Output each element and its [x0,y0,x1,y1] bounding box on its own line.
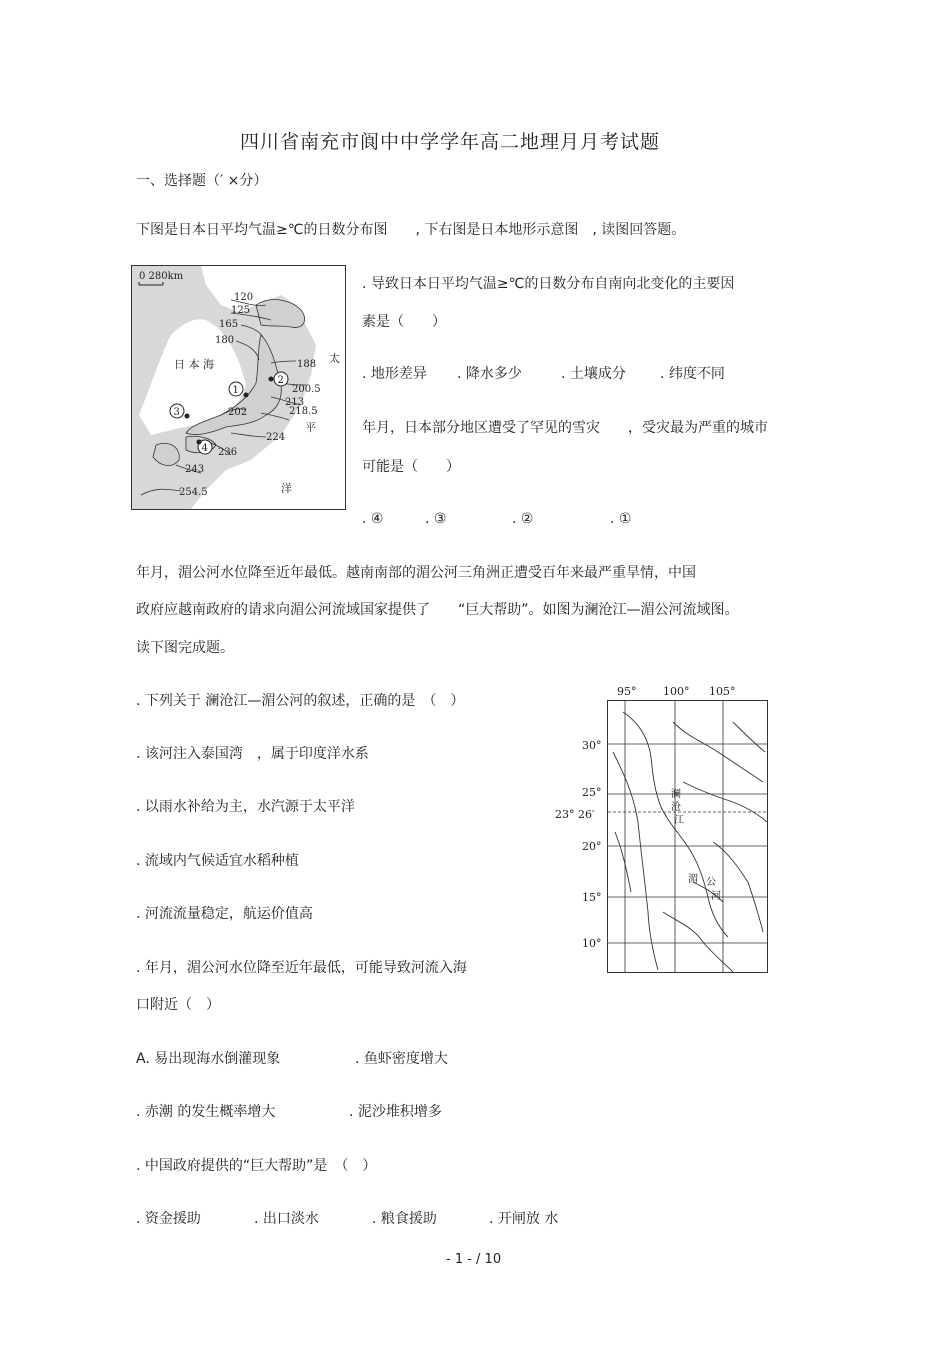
intro-mekong-line1: 年月，湄公河水位降至近年最低。越南南部的湄公河三角洲正遭受百年来最严重旱情，中国 [136,565,696,581]
q4-stem-line1: . 年月，湄公河水位降至近年最低，可能导致河流入海 [136,960,467,976]
intro-japan: 下图是日本日平均气温≥℃的日数分布图 , 下右图是日本地形示意图 , 读图回答题。 [136,222,686,238]
q1-stem-line2: 素是（ ） [362,314,446,330]
intro-mekong-line3: 读下图完成题。 [136,640,234,656]
ocean-char-2: 平 [305,421,316,434]
ocean-char-1: 太 [329,352,340,365]
q5-option-a: . 资金援助 [136,1211,201,1227]
q3-stem: . 下列关于 澜沧江—湄公河的叙述，正确的是 （ ） [136,693,465,709]
q4-option-b: . 鱼虾密度增大 [355,1051,448,1067]
marker-4: 4 [201,443,208,454]
lat-label: 25° [582,786,602,799]
q5-option-c: . 粮食援助 [372,1211,437,1227]
isoline-label: 200.5 [292,384,321,395]
scale-label: 0 280km [139,271,184,282]
q2-option-a: . ④ [362,511,384,527]
marker-2: 2 [277,375,284,386]
marker-3: 3 [173,407,180,418]
isoline-label: 180 [215,335,235,346]
isoline-label: 236 [218,447,238,458]
lat-label: 10° [582,937,602,950]
intro-mekong-line2: 政府应越南政府的请求向湄公河流域国家提供了 “巨大帮助”。如图为澜沧江—湄公河流域图。 [136,602,739,618]
q1-option-a: . 地形差异 [362,366,427,382]
isoline-label: 188 [297,359,317,370]
lat-label: 20° [582,840,602,853]
q1-option-c: . 土壤成分 [561,366,626,382]
q4-option-c: . 赤潮 的发生概率增大 [136,1104,276,1120]
river-char: 河 [711,891,721,902]
q3-option-d: . 河流流量稳定，航运价值高 [136,906,313,922]
lon-label: 100° [663,685,690,698]
sea-label: 日 本 海 [174,358,214,371]
q4-option-d: . 泥沙堆积增多 [349,1104,442,1120]
q5-stem: . 中国政府提供的“巨大帮助”是 （ ） [136,1158,377,1174]
q1-option-d: . 纬度不同 [660,366,725,382]
river-char: 沧 [671,802,681,813]
section-heading: 一、选择题（′ ×分） [136,173,268,189]
river-char: 湄 [688,874,698,885]
lat-label: 15° [582,891,602,904]
lat-label: 23° 26′ [555,808,595,821]
lat-label: 30° [582,739,602,752]
lon-label: 105° [709,685,736,698]
q3-option-c: . 流域内气候适宜水稻种植 [136,853,299,869]
ocean-char-3: 洋 [281,482,292,495]
isoline-label: 243 [185,464,205,475]
isoline-label: 125 [231,305,251,316]
q1-option-b: . 降水多少 [457,366,522,382]
page-number: - 1 - / 10 [446,1252,502,1267]
isoline-label: 213 [285,397,305,408]
river-char: 江 [674,815,684,826]
q1-stem-line1: . 导致日本日平均气温≥℃的日数分布自南向北变化的主要因 [362,276,735,292]
q5-option-b: . 出口淡水 [254,1211,319,1227]
q4-option-a: A. 易出现海水倒灌现象 [136,1051,281,1067]
isoline-label: 202 [228,407,248,418]
q3-option-a: . 该河注入泰国湾 ，属于印度洋水系 [136,746,369,762]
isoline-label: 254.5 [179,487,208,498]
marker-1: 1 [232,385,239,396]
river-char: 公 [706,877,716,888]
q2-option-c: . ② [512,511,534,527]
page-title: 四川省南充市阆中中学学年高二地理月月考试题 [240,131,661,153]
q2-option-b: . ③ [425,511,447,527]
q4-stem-line2: 口附近（ ） [136,997,220,1013]
isoline-label: 120 [234,292,254,303]
q2-stem-line1: 年月，日本部分地区遭受了罕见的雪灾 ，受灾最为严重的城市 [362,420,768,436]
q3-option-b: . 以雨水补给为主，水汽源于太平洋 [136,799,355,815]
japan-map [131,265,346,510]
lon-label: 95° [617,685,637,698]
isoline-label: 218.5 [289,406,318,417]
river-char: 澜 [671,789,681,800]
q2-stem-line2: 可能是（ ） [362,459,460,475]
isoline-label: 224 [266,432,286,443]
q5-option-d: . 开闸放 水 [489,1211,559,1227]
mekong-map [553,682,773,974]
isoline-label: 165 [219,319,239,330]
q2-option-d: . ① [610,511,632,527]
